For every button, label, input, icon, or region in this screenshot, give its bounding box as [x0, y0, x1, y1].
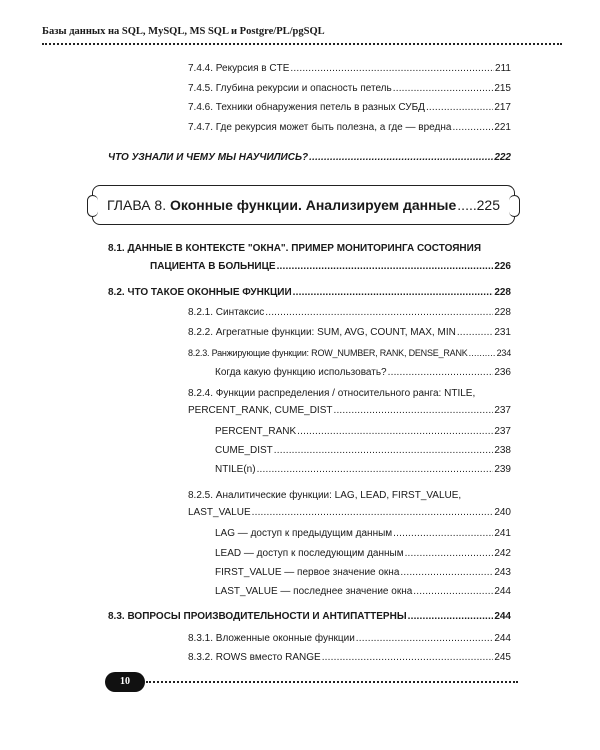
section-8-1-line1[interactable]: 8.1. ДАННЫЕ В КОНТЕКСТЕ "ОКНА". ПРИМЕР МОНИТОРИНГА СОСТОЯНИЯ — [108, 243, 482, 254]
footer-divider — [146, 681, 518, 683]
section-8-1-page: 226 — [494, 261, 511, 272]
section-8-2-page: 228 — [494, 287, 511, 298]
toc-entry-title: PERCENT_RANK — [215, 426, 297, 437]
leader-dots — [274, 444, 494, 457]
toc-entry-title: CUME_DIST — [215, 445, 273, 456]
leader-dots — [265, 306, 493, 319]
toc-entry-title: 7.4.4. Рекурсия в CTE — [188, 63, 290, 74]
toc-entry-title: LAG — доступ к предыдущим данным — [215, 528, 393, 539]
toc-entry-page: 211 — [495, 63, 511, 74]
toc-entry[interactable] — [215, 547, 511, 560]
leader-dots — [452, 121, 493, 134]
toc-entry-page: 239 — [494, 464, 511, 475]
leader-dots — [356, 632, 494, 645]
entry-8-2-5[interactable] — [188, 506, 511, 519]
section-8-3-title: 8.3. ВОПРОСЫ ПРОИЗВОДИТЕЛЬНОСТИ И АНТИПАТТЕРНЫ — [108, 611, 407, 622]
leader-dots — [309, 151, 493, 164]
entry-8-2-5-line1[interactable]: 8.2.5. Аналитические функции: LAG, LEAD, FIRST_VALUE, — [188, 490, 462, 501]
leader-dots — [322, 651, 494, 664]
toc-entry[interactable] — [188, 121, 511, 134]
chapter-heading-box[interactable] — [92, 185, 515, 225]
toc-entry-page: 231 — [494, 327, 511, 338]
toc-entry[interactable] — [215, 463, 511, 476]
toc-entry[interactable] — [215, 366, 511, 379]
section-8-3[interactable] — [108, 610, 511, 623]
toc-entry-title: 8.2.1. Синтаксис — [188, 307, 265, 318]
toc-entry-title: Когда какую функцию использовать? — [215, 367, 387, 378]
chapter-title: Оконные функции. Анализируем данные — [170, 197, 457, 213]
section-8-2[interactable] — [108, 286, 511, 299]
toc-entry[interactable] — [215, 566, 511, 579]
toc-entry-title: LAST_VALUE — последнее значение окна — [215, 586, 413, 597]
leader-dots — [457, 326, 493, 339]
toc-entry[interactable] — [215, 444, 511, 457]
toc-summary[interactable] — [108, 151, 511, 164]
toc-entry-title: 8.3.1. Вложенные оконные функции — [188, 633, 355, 644]
running-header: Базы данных на SQL, MySQL, MS SQL и Postgre/PL/pgSQL — [42, 26, 325, 37]
entry-8-2-4[interactable] — [188, 404, 511, 417]
leader-dots — [293, 286, 494, 299]
toc-entry[interactable] — [188, 347, 511, 360]
toc-entry[interactable] — [188, 651, 511, 664]
chapter-heading — [107, 197, 500, 213]
chapter-page: 225 — [476, 197, 500, 213]
leader-dots — [469, 347, 496, 360]
toc-entry-page: 234 — [496, 348, 511, 358]
toc-entry-page: 244 — [494, 586, 511, 597]
toc-entry[interactable] — [188, 101, 511, 114]
toc-entry-title: 7.4.5. Глубина рекурсии и опасность петель — [188, 83, 392, 94]
toc-entry-title: 7.4.6. Техники обнаружения петель в разных СУБД — [188, 102, 425, 113]
toc-entry[interactable] — [188, 632, 511, 645]
header-divider — [42, 43, 562, 45]
toc-summary-title: ЧТО УЗНАЛИ И ЧЕМУ МЫ НАУЧИЛИСЬ? — [108, 152, 309, 163]
toc-entry-title: FIRST_VALUE — первое значение окна — [215, 567, 400, 578]
leader-dots — [426, 101, 493, 114]
entry-8-2-4-line2: PERCENT_RANK, CUME_DIST — [188, 405, 333, 416]
chapter-label: ГЛАВА 8. — [107, 197, 167, 213]
leader-dots — [333, 404, 493, 417]
leader-dots — [290, 62, 494, 75]
leader-dots — [252, 506, 494, 519]
toc-entry-page: 241 — [494, 528, 511, 539]
toc-entry[interactable] — [188, 306, 511, 319]
toc-entry-title: LEAD — доступ к последующим данным — [215, 548, 404, 559]
toc-entry-title: 8.2.2. Агрегатные функции: SUM, AVG, COUNT, MAX, MIN — [188, 327, 456, 338]
leader-dots — [393, 527, 493, 540]
toc-entry-page: 217 — [494, 102, 511, 113]
toc-entry-title: 8.2.3. Ранжирующие функции: ROW_NUMBER, RANK, DENSE_RANK — [188, 348, 468, 358]
leader-dots — [388, 366, 494, 379]
toc-entry[interactable] — [188, 82, 511, 95]
toc-entry-page: 238 — [494, 445, 511, 456]
toc-entry[interactable] — [215, 527, 511, 540]
entry-8-2-4-page: 237 — [494, 405, 511, 416]
leader-dots — [277, 260, 494, 273]
toc-entry-page: 236 — [494, 367, 511, 378]
section-8-2-title: 8.2. ЧТО ТАКОЕ ОКОННЫЕ ФУНКЦИИ — [108, 287, 292, 298]
toc-entry-page: 242 — [494, 548, 511, 559]
toc-entry-page: 243 — [494, 567, 511, 578]
entry-8-2-5-page: 240 — [494, 507, 511, 518]
toc-entry-title: NTILE(n) — [215, 464, 256, 475]
toc-entry-page: 244 — [494, 633, 511, 644]
leader-dots — [393, 82, 494, 95]
toc-entry[interactable] — [188, 326, 511, 339]
entry-8-2-4-line1[interactable]: 8.2.4. Функции распределения / относительного ранга: NTILE, — [188, 388, 476, 399]
toc-entry[interactable] — [215, 585, 511, 598]
section-8-1-line2: ПАЦИЕНТА В БОЛЬНИЦЕ — [150, 261, 276, 272]
toc-entry[interactable] — [215, 425, 511, 438]
toc-entry-page: 245 — [494, 652, 511, 663]
toc-entry[interactable] — [188, 62, 511, 75]
leader-dots — [257, 463, 494, 476]
toc-entry-page: 215 — [494, 83, 511, 94]
page-number-badge: 10 — [105, 672, 145, 692]
leader-dots — [413, 585, 493, 598]
toc-entry-title: 8.3.2. ROWS вместо RANGE — [188, 652, 321, 663]
section-8-1[interactable] — [150, 260, 511, 273]
toc-entry-page: 221 — [494, 122, 511, 133]
leader-dots — [297, 425, 493, 438]
leader-dots — [408, 610, 494, 623]
toc-summary-page: 222 — [494, 152, 511, 163]
toc-entry-page: 228 — [494, 307, 511, 318]
entry-8-2-5-line2: LAST_VALUE — [188, 507, 251, 518]
section-8-3-page: 244 — [494, 611, 511, 622]
leader-dots — [405, 547, 494, 560]
leader-dots — [457, 197, 475, 213]
toc-entry-title: 7.4.7. Где рекурсия может быть полезна, а где — вредна — [188, 122, 452, 133]
leader-dots — [400, 566, 493, 579]
toc-entry-page: 237 — [494, 426, 511, 437]
